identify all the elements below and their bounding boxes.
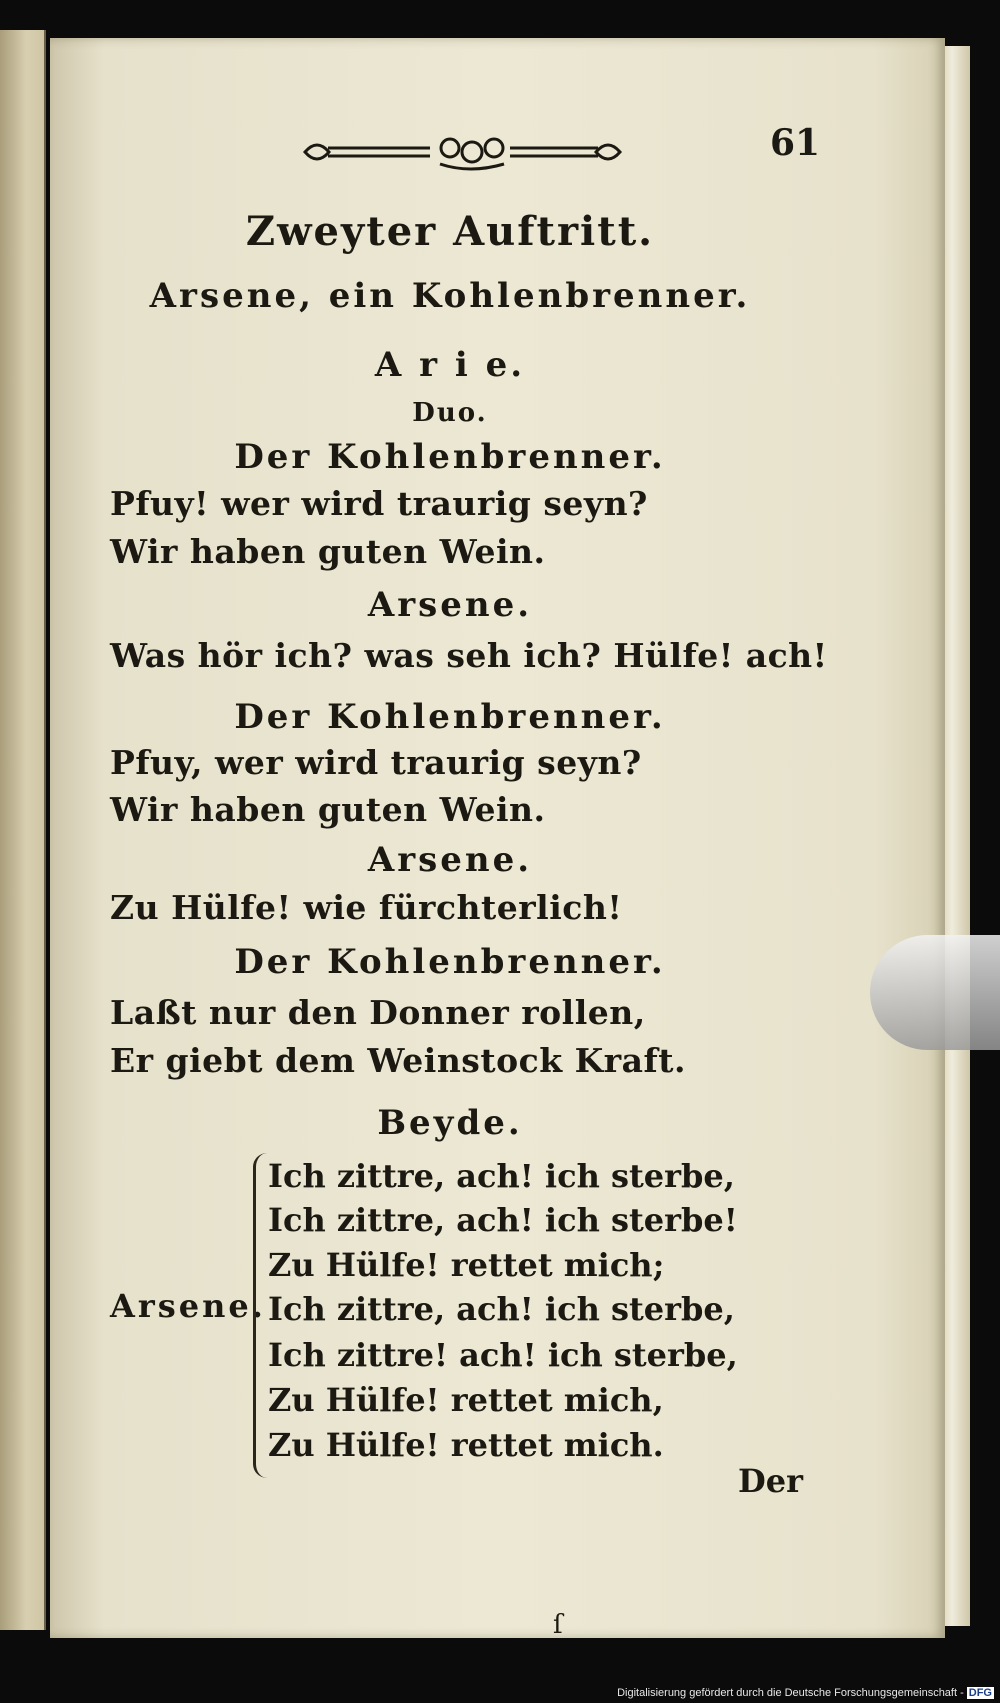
catchword: Der [738,1462,803,1500]
scene-title: Zweyter Auftritt. [245,208,655,255]
verse-line: Zu Hülfe! rettet mich, [268,1381,664,1419]
aria-heading: A r i e. [374,345,526,385]
verse-line: Laßt nur den Donner rollen, [110,993,646,1032]
dfg-badge: DFG [968,1687,992,1699]
ornament-icon [300,128,625,176]
verse-line: Zu Hülfe! rettet mich. [268,1426,664,1464]
footer-credit [617,1687,994,1699]
page-number: 61 [770,122,821,164]
verse-line: Was hör ich? was seh ich? Hülfe! ach! [110,636,828,675]
verse-line: Ich zittre! ach! ich sterbe, [268,1336,738,1374]
page-clip [870,935,1000,1050]
speaker-heading: Beyde. [377,1103,523,1143]
speaker-heading: Arsene. [367,585,533,625]
verse-line: Wir haben guten Wein. [110,790,546,829]
side-speaker-label: Arsene. [110,1287,266,1325]
left-page-edge [0,30,46,1630]
verse-line: Zu Hülfe! wie fürchterlich! [110,888,623,927]
characters-line: Arsene, ein Kohlenbrenner. [149,276,751,316]
verse-line: Ich zittre, ach! ich sterbe, [268,1290,735,1328]
verse-line: Zu Hülfe! rettet mich; [268,1246,665,1284]
footer-text: Digitalisierung gefördert durch die Deutsche Forschungsgemeinschaft - [617,1687,964,1699]
verse-line: Ich zittre, ach! ich sterbe! [268,1201,738,1239]
speaker-heading: Arsene. [367,840,533,880]
duo-label: Duo. [412,398,488,428]
speaker-heading: Der Kohlenbrenner. [234,697,666,737]
speaker-heading: Der Kohlenbrenner. [234,437,666,477]
verse-line: Wir haben guten Wein. [110,532,546,571]
verse-line: Pfuy! wer wird traurig seyn? [110,484,648,523]
verse-line: Ich zittre, ach! ich sterbe, [268,1157,735,1195]
verse-line: Er giebt dem Weinstock Kraft. [110,1041,686,1080]
speaker-heading: Der Kohlenbrenner. [234,942,666,982]
verse-line: Pfuy, wer wird traurig seyn? [110,743,642,782]
signature-mark: ſ [553,1610,563,1640]
